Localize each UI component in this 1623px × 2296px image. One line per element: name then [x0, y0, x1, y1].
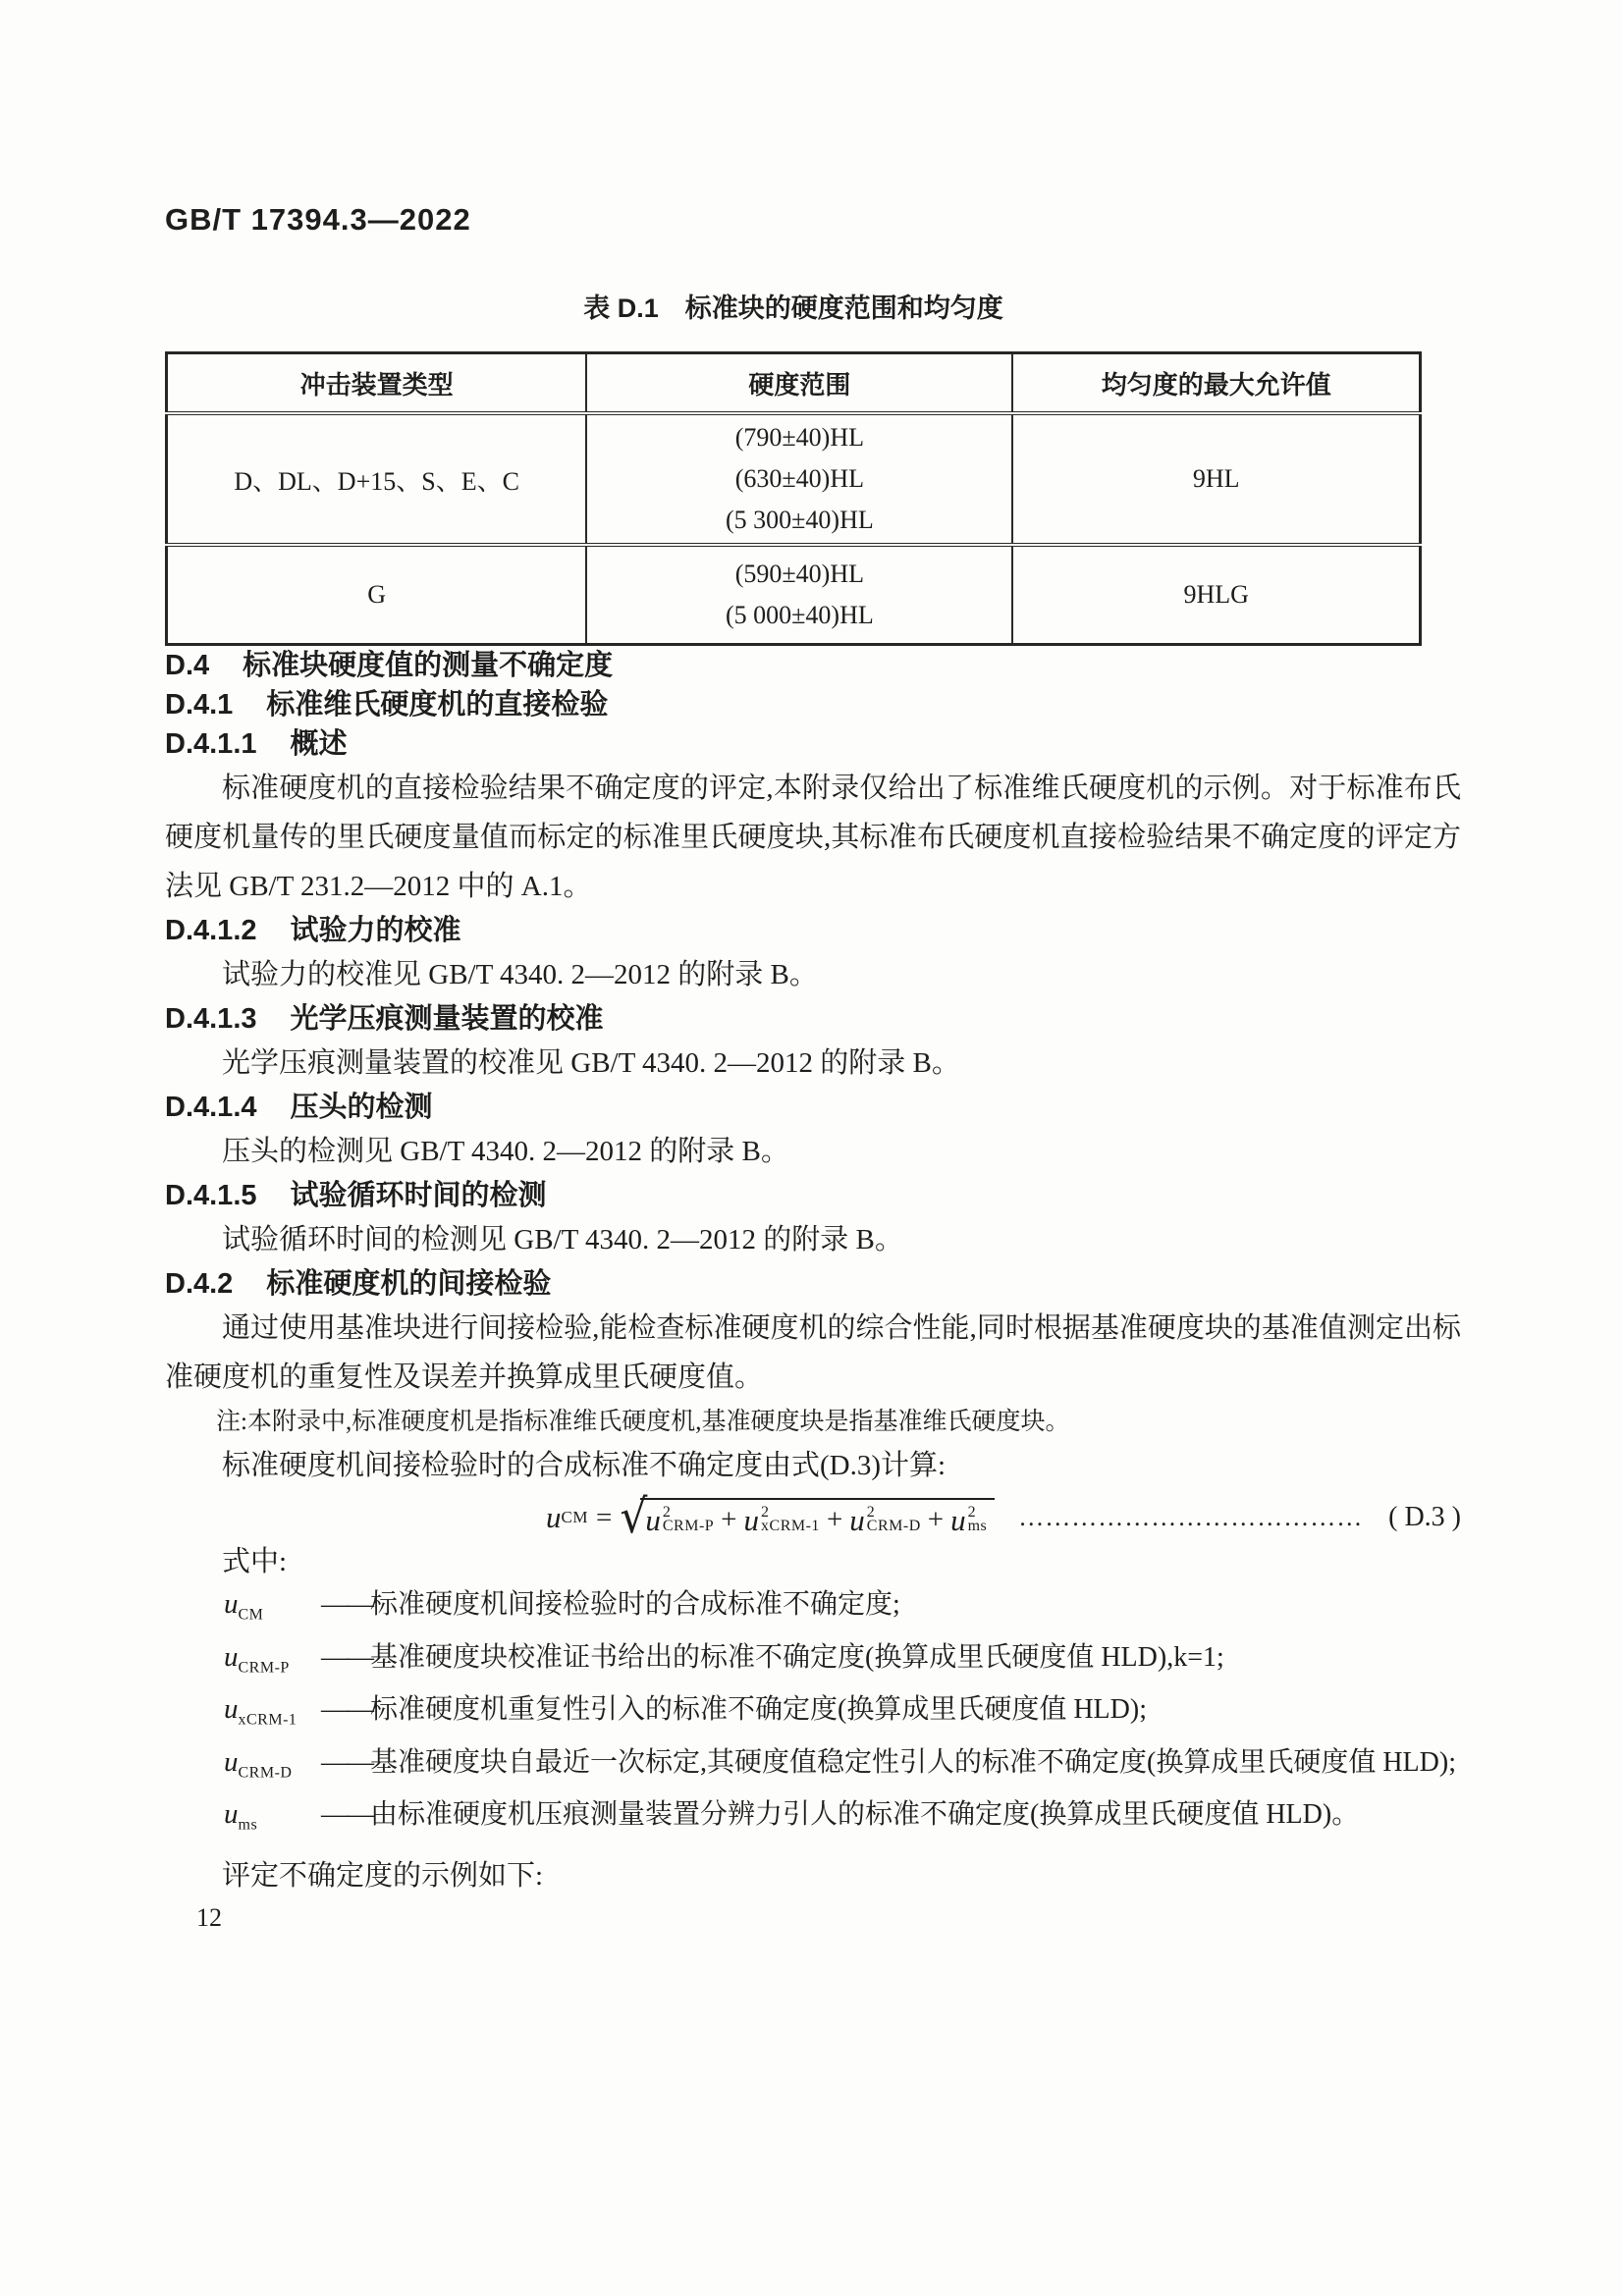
range-line: (790±40)HL [734, 423, 864, 452]
heading-title: 光学压痕测量装置的校准 [290, 1003, 604, 1035]
formula-term [744, 1503, 820, 1538]
heading-title: 压头的检测 [290, 1092, 433, 1123]
heading-d4 [165, 646, 1461, 685]
note-line: 注:本附录中,标准硬度机是指标准维氏硬度机,基准硬度块是指基准维氏硬度块。 [216, 1409, 1070, 1435]
term-base: u [950, 1502, 966, 1537]
heading-number: D.4.2 [165, 1268, 234, 1300]
hardness-table-head [167, 353, 1421, 414]
term-supsub [663, 1506, 714, 1534]
definition-dash: —— [321, 1799, 372, 1831]
definition-symbol [224, 1793, 321, 1846]
definition-item [165, 1741, 1461, 1794]
formula-d3 [165, 1489, 1461, 1544]
term-base: u [743, 1502, 760, 1537]
header-max-uniformity: 均匀度的最大允许值 [1012, 353, 1420, 414]
term-sub: ms [967, 1518, 988, 1534]
table-row [167, 545, 1421, 645]
hardness-range-cell [586, 545, 1012, 645]
term-supsub [761, 1506, 820, 1534]
symbol-base: u [224, 1640, 239, 1673]
term-sup: 2 [761, 1504, 770, 1521]
formula-expression [546, 1489, 995, 1544]
term-supsub [968, 1506, 988, 1534]
heading-d4-1-3 [165, 999, 1461, 1039]
heading-title: 概述 [290, 728, 348, 760]
paragraph-indenter-check: 压头的检测见 GB/T 4340. 2—2012 的附录 B。 [222, 1136, 789, 1167]
definition-symbol [224, 1688, 321, 1741]
plus-sign: + [927, 1504, 945, 1535]
symbol-base: u [224, 1798, 239, 1831]
dotted-leader: ………………………………… [1018, 1503, 1364, 1531]
heading-d4-1-1 [165, 724, 1461, 764]
definition-item [165, 1583, 1461, 1636]
heading-number: D.4.1.2 [165, 915, 257, 946]
paragraph-formula-intro: 标准硬度机间接检验时的合成标准不确定度由式(D.3)计算: [222, 1450, 947, 1481]
definition-dash: —— [321, 1641, 372, 1673]
heading-title: 标准维氏硬度机的直接检验 [266, 689, 609, 721]
paragraph-overview: 标准硬度机的直接检验结果不确定度的评定,本附录仅给出了标准维氏硬度机的示例。对于标准布氏硬度机量传的里氏硬度量值而标定的标准里氏硬度块,其标准布氏硬度机直接检验结果不确定度的评定方法见 GB/T 231.2—2012 中的 A.1。 [165, 773, 1461, 902]
symbol-base: u [224, 1745, 239, 1778]
term-base: u [645, 1502, 661, 1537]
plus-sign: + [721, 1504, 737, 1535]
formula-term [849, 1503, 920, 1538]
symbol-sub: ms [238, 1816, 258, 1834]
heading-title: 标准硬度机的间接检验 [266, 1268, 552, 1300]
hardness-table [165, 351, 1422, 646]
formula-term [950, 1503, 987, 1538]
symbol-sub: xCRM-1 [238, 1711, 298, 1729]
formula-lhs-base: u [546, 1500, 562, 1534]
device-type-cell: D、DL、D+15、S、E、C [167, 413, 587, 545]
term-sup: 2 [662, 1504, 671, 1521]
table-header-row [167, 353, 1421, 414]
definition-item [165, 1793, 1461, 1846]
uniformity-cell: 9HLG [1012, 545, 1420, 645]
definition-desc: 由标准硬度机压痕测量装置分辨力引人的标准不确定度(换算成里氏硬度值 HLD)。 [370, 1799, 1360, 1831]
hardness-table-body [167, 413, 1421, 645]
paragraph-optical-calibration: 光学压痕测量装置的校准见 GB/T 4340. 2—2012 的附录 B。 [222, 1047, 960, 1079]
header-device-type: 冲击装置类型 [167, 353, 587, 414]
formula-label: ( D.3 ) [1388, 1502, 1461, 1532]
formula-lhs-sub: CM [561, 1508, 588, 1526]
paragraph-indirect-intro: 通过使用基准块进行间接检验,能检查标准硬度机的综合性能,同时根据基准硬度块的基准值测定出标准硬度机的重复性及误差并换算成里氏硬度值。 [165, 1312, 1461, 1393]
where-label: 式中: [222, 1546, 288, 1577]
definition-list [165, 1583, 1461, 1846]
device-type-cell: G [367, 580, 387, 609]
formula-radicand [640, 1498, 995, 1538]
heading-number: D.4.1.4 [165, 1092, 257, 1123]
doc-number: GB/T 17394.3—2022 [165, 202, 471, 237]
symbol-base: u [224, 1588, 239, 1620]
term-supsub [867, 1506, 921, 1534]
term-base: u [849, 1502, 865, 1537]
heading-d4-1-4 [165, 1088, 1461, 1127]
sqrt-symbol-icon: √ [620, 1489, 648, 1544]
range-line: (5 300±40)HL [725, 506, 874, 534]
heading-number: D.4.1.3 [165, 1003, 257, 1035]
equals-sign: = [595, 1501, 613, 1533]
range-line: (5 000±40)HL [725, 601, 874, 629]
table-row [167, 413, 1421, 545]
definition-item [165, 1688, 1461, 1741]
definition-desc: 标准硬度机重复性引入的标准不确定度(换算成里氏硬度值 HLD); [370, 1694, 1147, 1726]
paragraph-force-calibration: 试验力的校准见 GB/T 4340. 2—2012 的附录 B。 [222, 959, 818, 990]
term-sup: 2 [967, 1504, 976, 1521]
heading-number: D.4 [165, 650, 210, 681]
term-sub: CRM-P [662, 1518, 715, 1534]
definition-dash: —— [321, 1589, 372, 1620]
definition-item [165, 1636, 1461, 1689]
plus-sign: + [826, 1504, 843, 1535]
definition-desc: 基准硬度块自最近一次标定,其硬度值稳定性引人的标准不确定度(换算成里氏硬度值 HLD); [370, 1746, 1456, 1778]
term-sub: xCRM-1 [761, 1518, 820, 1534]
uniformity-cell: 9HL [1012, 413, 1420, 545]
hardness-range-cell [586, 413, 1012, 545]
definition-dash: —— [321, 1694, 372, 1726]
header-hardness-range: 硬度范围 [586, 353, 1012, 414]
definition-desc: 标准硬度机间接检验时的合成标准不确定度; [370, 1589, 900, 1620]
symbol-sub: CRM-D [238, 1764, 293, 1782]
symbol-base: u [224, 1693, 239, 1726]
heading-number: D.4.1.1 [165, 728, 257, 760]
definition-symbol [224, 1741, 321, 1794]
definition-desc: 基准硬度块校准证书给出的标准不确定度(换算成里氏硬度值 HLD),k=1; [370, 1641, 1224, 1673]
heading-d4-1 [165, 685, 1461, 724]
heading-d4-1-5 [165, 1176, 1461, 1215]
heading-title: 标准块硬度值的测量不确定度 [243, 650, 614, 681]
symbol-sub: CM [238, 1606, 264, 1624]
formula-term [645, 1503, 714, 1538]
definition-symbol [224, 1583, 321, 1636]
term-sup: 2 [866, 1504, 875, 1521]
table-d1-title: 表 D.1 标准块的硬度范围和均匀度 [583, 294, 1003, 323]
definition-dash: —— [321, 1746, 372, 1778]
range-line: (630±40)HL [734, 464, 864, 493]
heading-d4-2 [165, 1264, 1461, 1304]
symbol-sub: CRM-P [238, 1659, 290, 1677]
definition-symbol [224, 1636, 321, 1689]
paragraph-cycle-check: 试验循环时间的检测见 GB/T 4340. 2—2012 的附录 B。 [222, 1224, 903, 1255]
range-line: (590±40)HL [734, 560, 864, 588]
heading-d4-1-2 [165, 911, 1461, 950]
closing-line: 评定不确定度的示例如下: [222, 1859, 544, 1892]
heading-number: D.4.1 [165, 689, 234, 721]
page-number: 12 [196, 1902, 222, 1932]
heading-number: D.4.1.5 [165, 1180, 257, 1211]
term-sub: CRM-D [866, 1518, 921, 1534]
heading-title: 试验力的校准 [290, 915, 461, 946]
heading-title: 试验循环时间的检测 [290, 1180, 547, 1211]
